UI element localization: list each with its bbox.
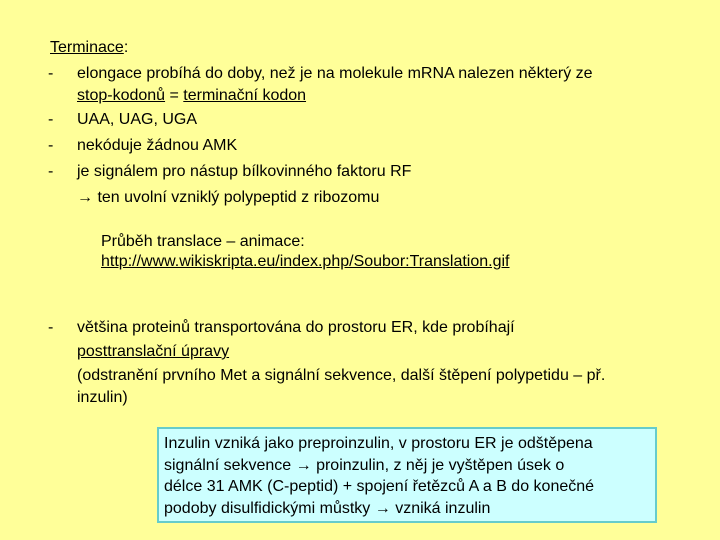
equals-sign: =: [165, 87, 184, 104]
note-line: podoby disulfidickými můstky → vzniká inzulin: [164, 499, 491, 517]
bullet-dash: -: [48, 163, 54, 180]
insulin-note-box: [157, 427, 657, 523]
bullet-dash: -: [48, 65, 54, 82]
bullet-no-amk: nekóduje žádnou AMK: [77, 137, 238, 154]
bullet-dash: -: [48, 111, 54, 128]
note-line: délce 31 AMK (C-peptid) + spojení řetězců A a B do konečné: [164, 478, 595, 495]
posttranslational-term: posttranslační úpravy: [77, 343, 230, 360]
heading-text: Terminace: [50, 39, 124, 56]
bullet-dash: -: [48, 319, 54, 336]
bullet-codons: UAA, UAG, UGA: [77, 111, 198, 128]
termination-codon-term: terminační kodon: [183, 87, 307, 104]
note-line: Inzulin vzniká jako preproinzulin, v prostoru ER je odštěpena: [164, 435, 593, 452]
bullet-er-detail: (odstranění prvního Met a signální sekvence, další štěpení polypetidu – př.: [77, 367, 606, 384]
bullet-elongace-line2: [77, 86, 306, 106]
animation-label: Průběh translace – animace:: [101, 233, 305, 250]
section-heading: [50, 38, 128, 58]
stop-codons-term: stop-kodonů: [77, 87, 166, 104]
bullet-rf-continuation: → ten uvolní vzniklý polypeptid z ribozomu: [77, 189, 380, 206]
bullet-rf-factor: je signálem pro nástup bílkovinného faktoru RF: [77, 163, 412, 180]
bullet-er-transport: většina proteinů transportována do prostoru ER, kde probíhají: [77, 319, 515, 336]
bullet-dash: -: [48, 137, 54, 154]
animation-link[interactable]: http://www.wikiskripta.eu/index.php/Soubor:Translation.gif: [101, 253, 510, 270]
bullet-elongace: elongace probíhá do doby, než je na molekule mRNA nalezen některý ze: [77, 65, 593, 82]
heading-colon: :: [123, 39, 129, 56]
bullet-er-detail-end: inzulin): [77, 389, 128, 406]
note-line: signální sekvence → proinzulin, z něj je vyštěpen úsek o: [164, 456, 565, 474]
